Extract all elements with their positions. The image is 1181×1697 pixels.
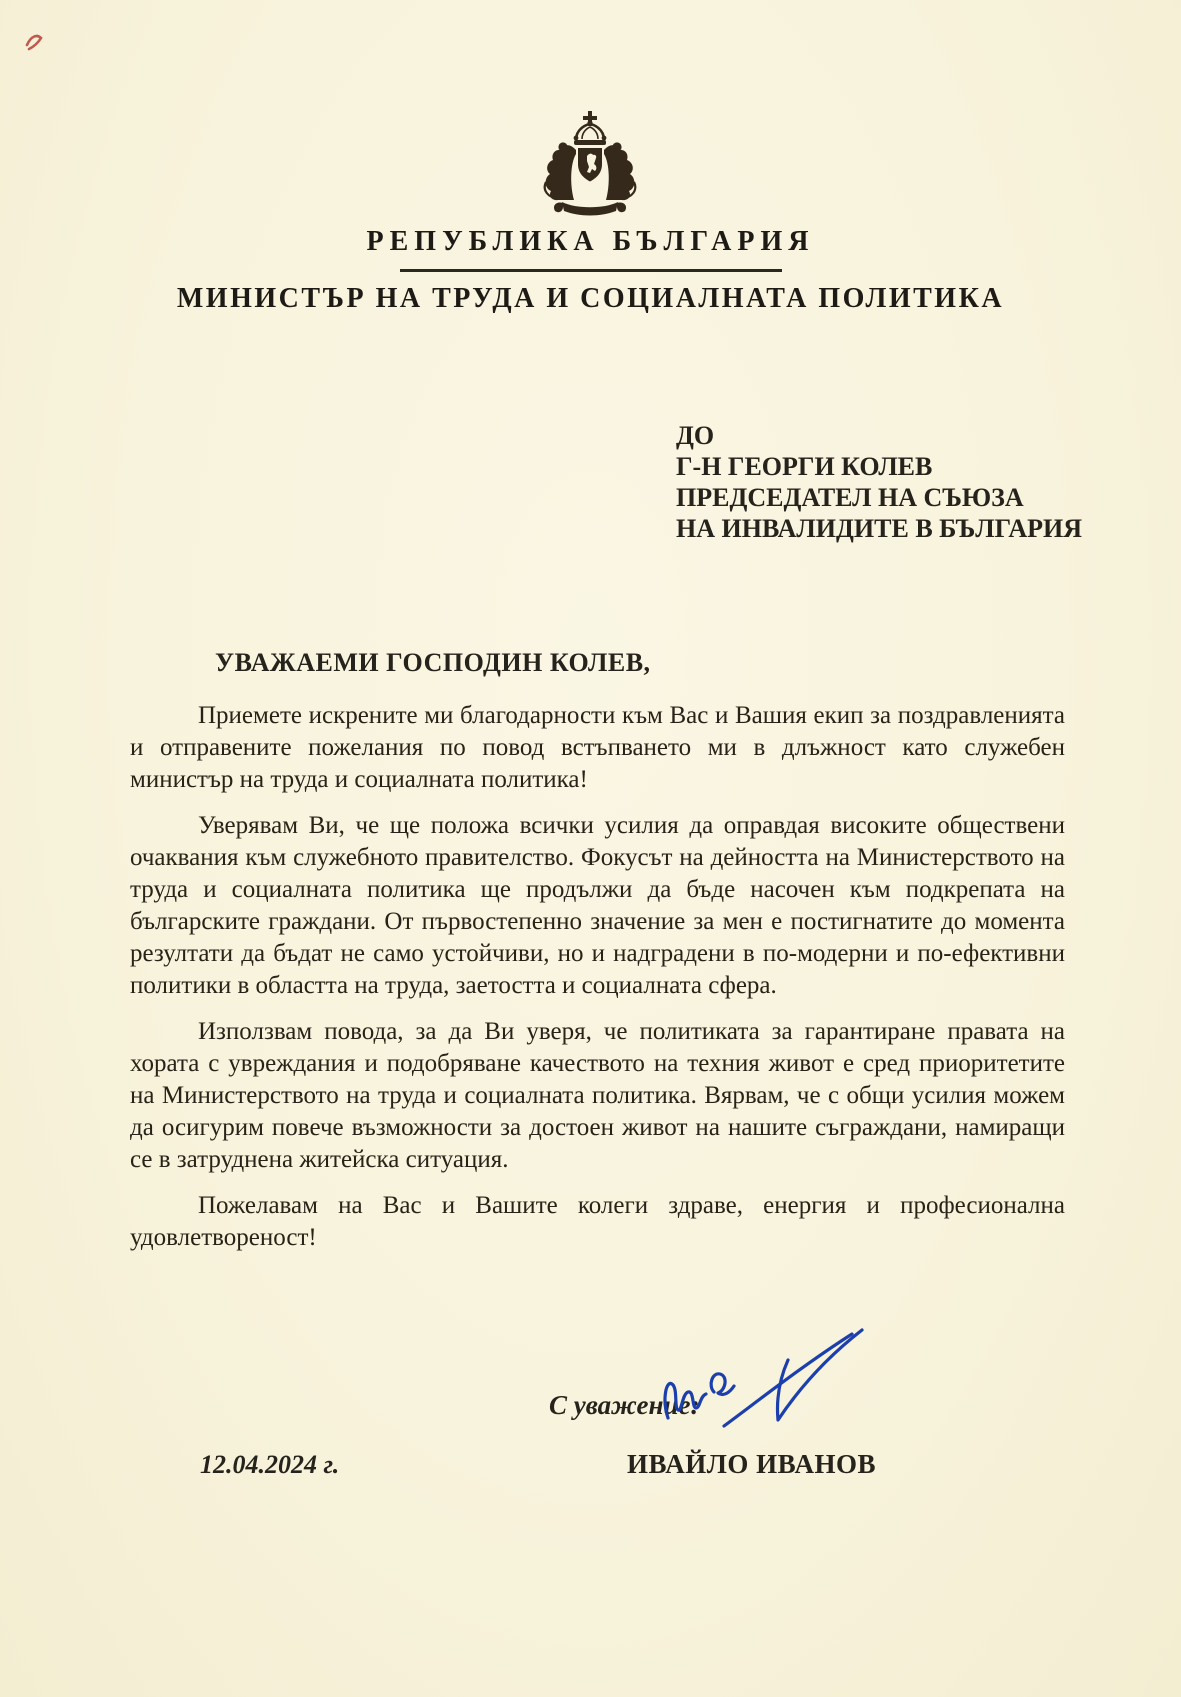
- signer-name: ИВАЙЛО ИВАНОВ: [627, 1449, 876, 1479]
- letterhead-divider: [400, 269, 782, 272]
- recipient-line-title-2: НА ИНВАЛИДИТЕ В БЪЛГАРИЯ: [676, 514, 1082, 543]
- recipient-line-title-1: ПРЕДСЕДАТЕЛ НА СЪЮЗА: [676, 483, 1024, 512]
- paragraph-2: Уверявам Ви, че ще положа всички усилия да оправдая високите обществени очаквания към служебното правителство. Фокусът на дейността на Министерството на труда и социалната политика ще продължи да бъде насочен към подкрепата на българските граждани. От първостепенно значение за мен е постигнатите до момента резултати да бъдат не само устойчиви, но и надградени в по-модерни и по-ефективни политики в областта на труда, заетостта и социалната сфера.: [130, 812, 1065, 999]
- letter-date: 12.04.2024 г.: [200, 1450, 340, 1479]
- handwritten-signature-icon: [656, 1328, 868, 1432]
- bulgarian-coat-of-arms-icon: [528, 110, 652, 220]
- paragraph-3: Използвам повода, за да Ви уверя, че политиката за гарантиране правата на хората с увреждания и подобряване качеството на техния живот е сред приоритетите на Министерството на труда и социалната политика. Вярвам, че с общи усилия можем да осигурим повече възможности за достоен живот на нашите съграждани, намиращи се в затруднена житейска ситуация.: [130, 1018, 1065, 1173]
- recipient-block: [676, 420, 1082, 544]
- letter-body: [130, 700, 1065, 1268]
- closing-label: С уважение:: [549, 1390, 700, 1420]
- institution-title: МИНИСТЪР НА ТРУДА И СОЦИАЛНАТА ПОЛИТИКА: [176, 283, 1005, 314]
- paragraph-4: Пожелавам на Вас и Вашите колеги здраве, енергия и професионална удовлетвореност!: [130, 1192, 1065, 1251]
- recipient-line-to: ДО: [676, 421, 715, 450]
- red-ink-mark: [24, 30, 46, 54]
- recipient-line-name: Г-Н ГЕОРГИ КОЛЕВ: [676, 452, 933, 481]
- salutation: УВАЖАЕМИ ГОСПОДИН КОЛЕВ,: [215, 648, 651, 677]
- country-title: РЕПУБЛИКА БЪЛГАРИЯ: [366, 226, 815, 257]
- paragraph-1: Приемете искрените ми благодарности към Вас и Вашия екип за поздравленията и отправените пожелания по повод встъпването ми в длъжност като служебен министър на труда и социалната политика!: [130, 702, 1065, 793]
